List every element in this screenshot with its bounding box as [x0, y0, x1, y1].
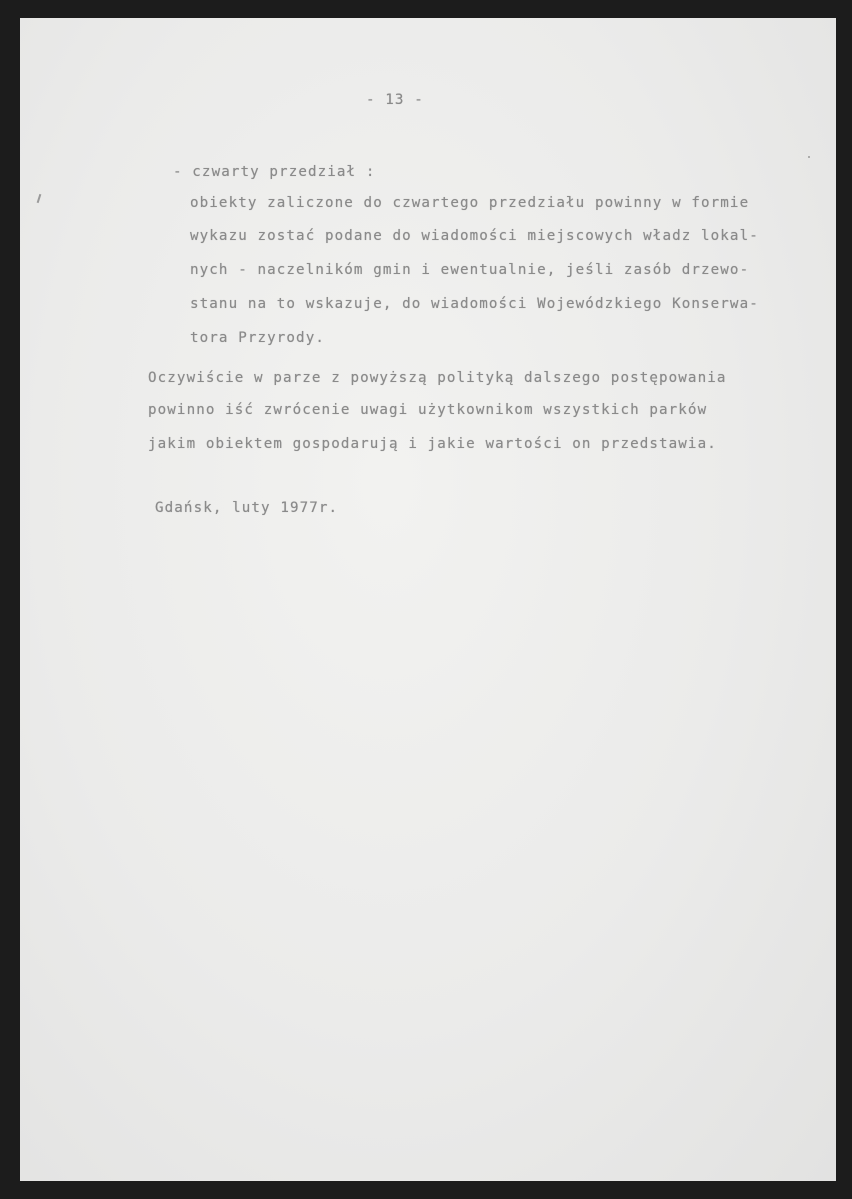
scan-mark	[37, 194, 42, 203]
paragraph-line: wykazu zostać podane do wiadomości miejscowych władz lokal-	[190, 228, 759, 244]
paragraph-line: jakim obiektem gospodarują i jakie wartości on przedstawia.	[148, 436, 717, 452]
paragraph-line: tora Przyrody.	[190, 330, 325, 346]
bleed-through-text	[40, 40, 50, 56]
place-and-date: Gdańsk, luty 1977r.	[155, 500, 339, 516]
page-number: - 13 -	[366, 92, 424, 108]
paragraph-line: nych - naczelnikóm gmin i ewentualnie, jeśli zasób drzewo-	[190, 262, 750, 278]
paragraph-line: obiekty zaliczone do czwartego przedziału powinny w formie	[190, 195, 750, 211]
list-item-heading: - czwarty przedział :	[173, 164, 376, 180]
document-page	[20, 18, 836, 1181]
paragraph-line: Oczywiście w parze z powyższą polityką dalszego postępowania	[148, 370, 727, 386]
scan-speck	[808, 156, 810, 158]
paragraph-line: stanu na to wskazuje, do wiadomości Wojewódzkiego Konserwa-	[190, 296, 759, 312]
paragraph-line: powinno iść zwrócenie uwagi użytkownikom wszystkich parków	[148, 402, 708, 418]
